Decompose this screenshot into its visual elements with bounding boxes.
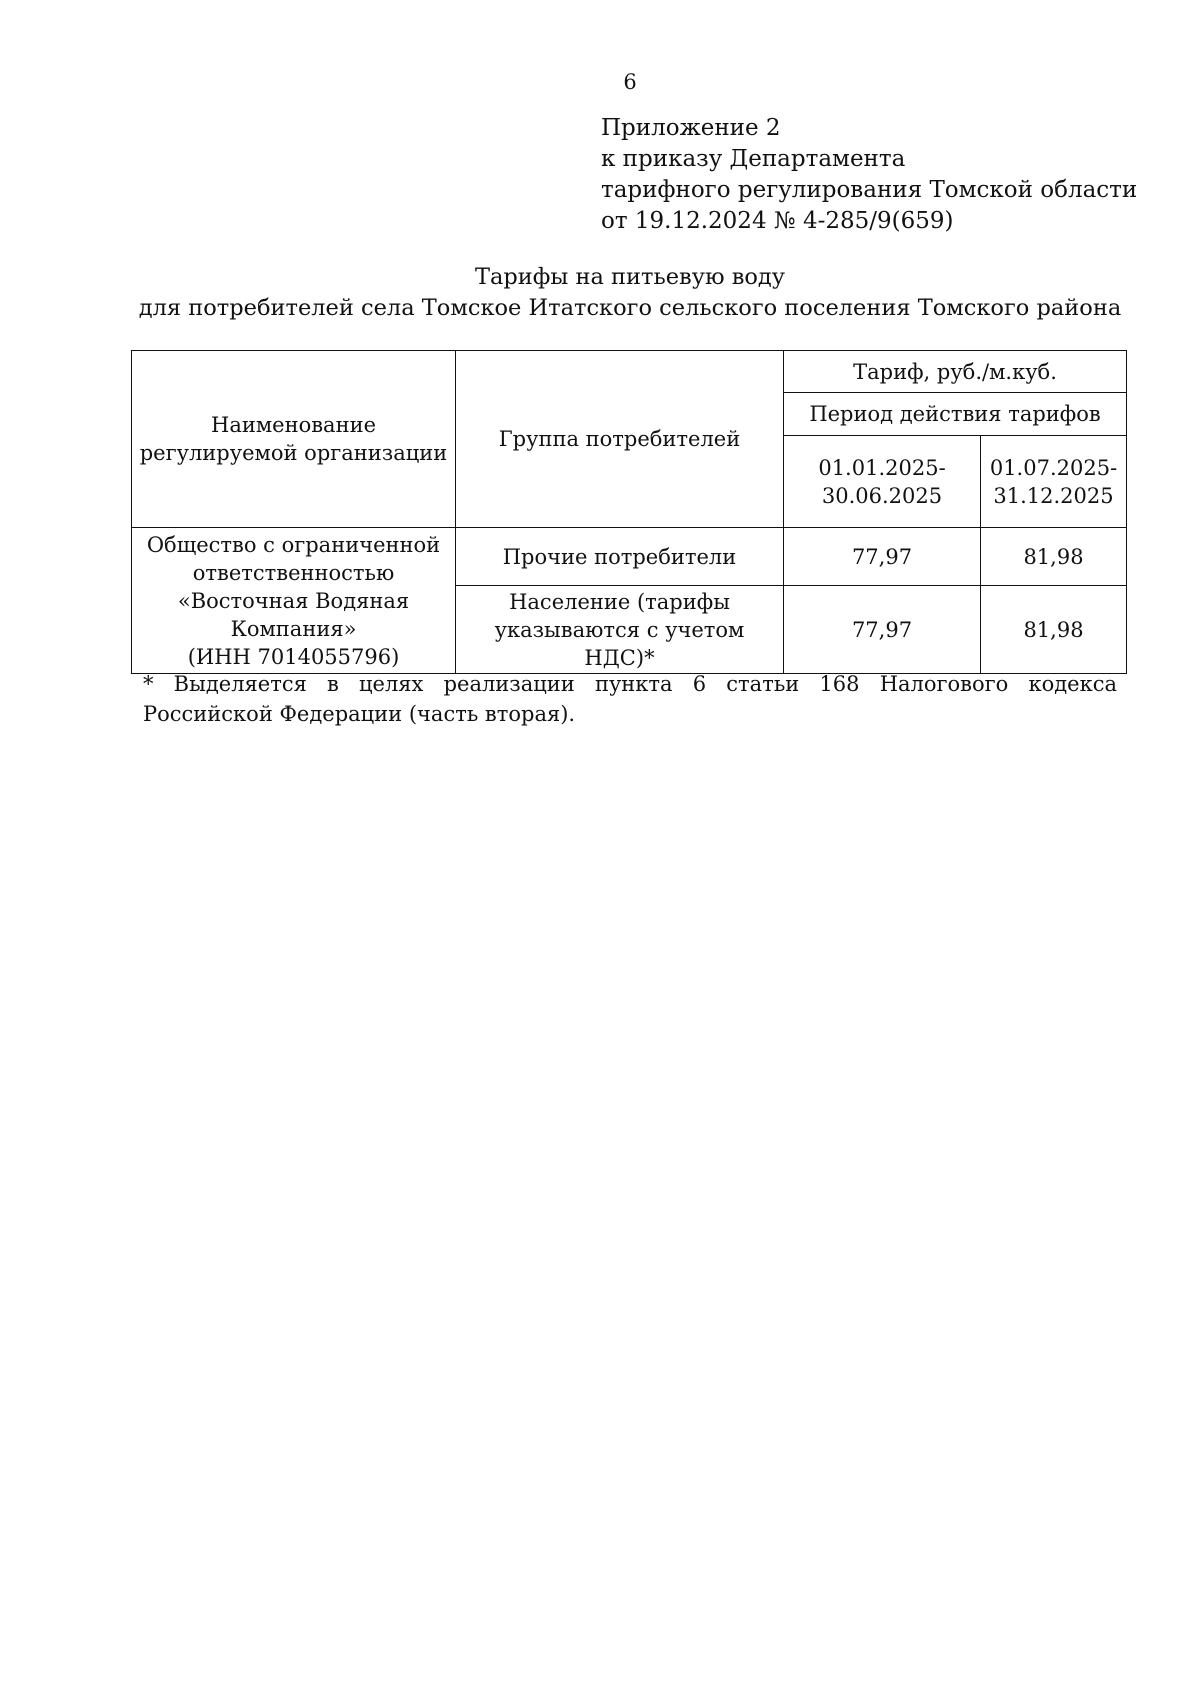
header-period-2: 01.07.2025-31.12.2025 xyxy=(981,436,1127,528)
header-period-1: 01.01.2025-30.06.2025 xyxy=(784,436,981,528)
organization-line-3: (ИНН 7014055796) xyxy=(187,644,400,669)
organization-line-2: «Восточная Водяная Компания» xyxy=(177,588,410,641)
tariff-cell: 77,97 xyxy=(784,528,981,586)
tariff-cell: 81,98 xyxy=(981,528,1127,586)
annex-line-1: Приложение 2 xyxy=(601,115,781,141)
footnote: * Выделяется в целях реализации пункта 6 статьи 168 Налогового кодекса Российской Федерации (часть вторая). xyxy=(143,672,1117,726)
organization-line-1: Общество с ограниченной ответственностью xyxy=(146,532,441,585)
header-tariff-unit: Тариф, руб./м.куб. xyxy=(784,351,1127,393)
document-title xyxy=(130,262,1130,324)
consumer-group-cell: Население (тарифы указываются с учетом НДС)* xyxy=(456,586,784,674)
header-org-name: Наименование регулируемой организации xyxy=(132,351,456,528)
page-number: 6 xyxy=(623,70,637,94)
table-header-row xyxy=(132,351,1127,393)
header-consumer-group: Группа потребителей xyxy=(456,351,784,528)
organization-cell xyxy=(132,528,456,674)
annex-line-3: тарифного регулирования Томской области xyxy=(601,177,1138,203)
annex-line-4: от 19.12.2024 № 4-285/9(659) xyxy=(601,208,954,234)
table-row xyxy=(132,528,1127,586)
consumer-group-cell: Прочие потребители xyxy=(456,528,784,586)
tariff-cell: 81,98 xyxy=(981,586,1127,674)
annex-header xyxy=(601,113,1137,237)
title-line-1: Тарифы на питьевую воду xyxy=(474,264,785,290)
annex-line-2: к приказу Департамента xyxy=(601,146,906,172)
tariff-table xyxy=(131,350,1127,674)
title-line-2: для потребителей села Томское Итатского сельского поселения Томского района xyxy=(138,295,1122,321)
header-period-label: Период действия тарифов xyxy=(784,393,1127,436)
tariff-cell: 77,97 xyxy=(784,586,981,674)
